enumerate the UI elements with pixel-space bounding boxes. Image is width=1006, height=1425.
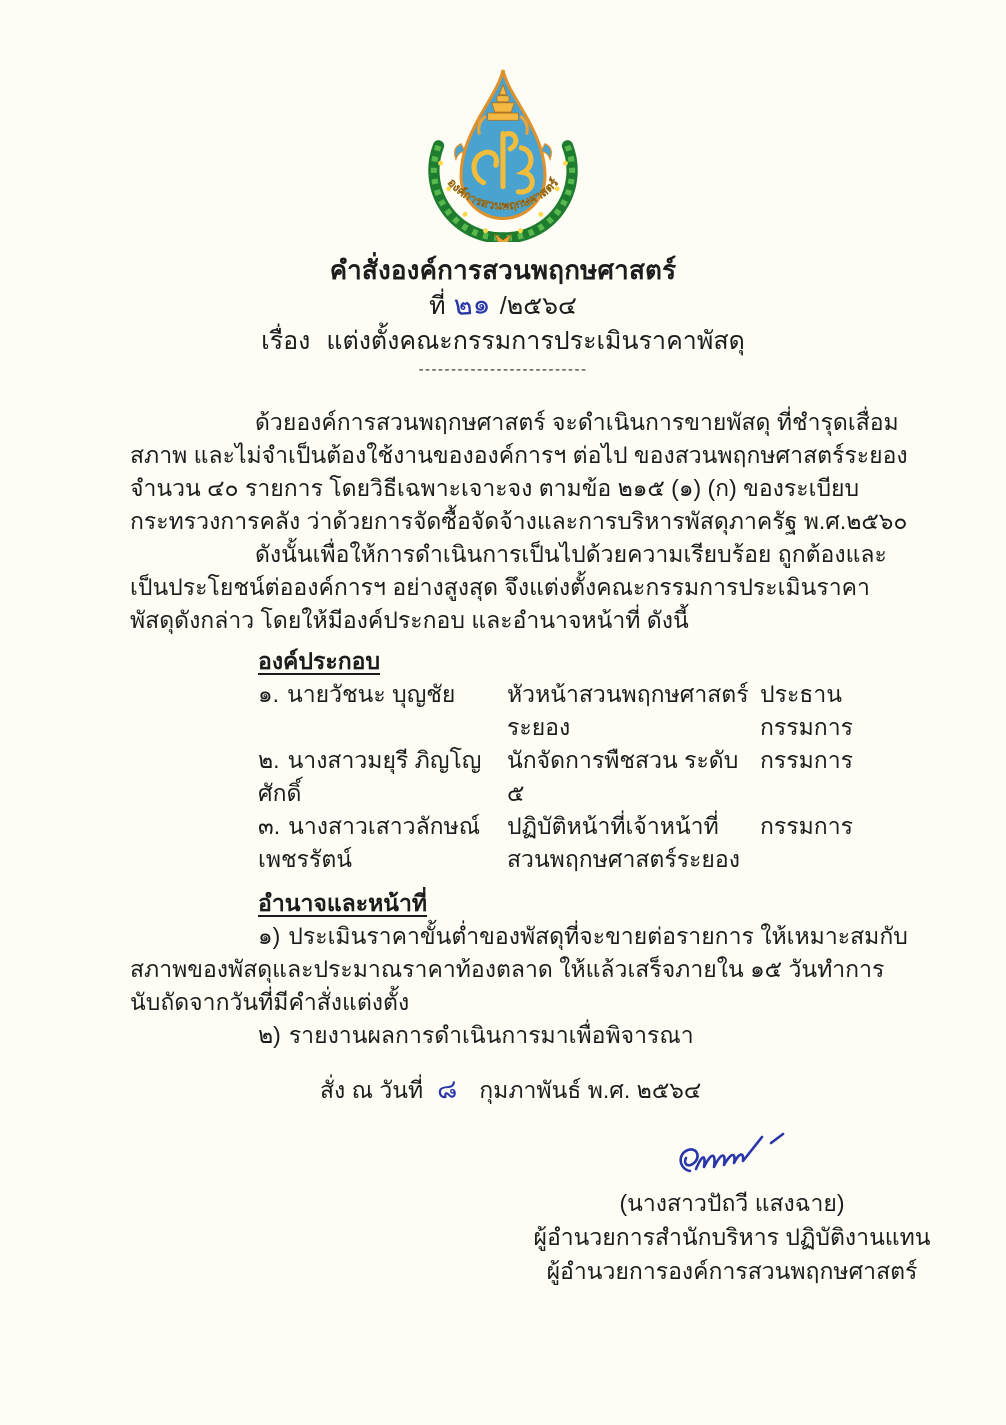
- number-prefix: ที่: [429, 292, 446, 320]
- document-body: [130, 406, 931, 1288]
- member-name-cell: [258, 744, 507, 810]
- signature-block: [502, 1123, 962, 1288]
- document-number-line: [0, 287, 1006, 324]
- handwritten-day: ๘: [436, 1073, 459, 1105]
- intro-paragraph-2: ดังนั้นเพื่อให้การดำเนินการเป็นไปด้วยความเรียบร้อย ถูกต้องและเป็นประโยชน์ต่อองค์การฯ อย่างสูงสุด จึงแต่งตั้งคณะกรรมการประเมินราคาพัสดุดังกล่าว โดยให้มีองค์ประกอบ และอำนาจหน้าที่ ดังนี้: [130, 541, 887, 633]
- subject-label: เรื่อง: [261, 327, 311, 355]
- member-name-cell: [258, 678, 507, 744]
- seal-arc-text: องค์การสวนพฤกษศาสตร์: [444, 176, 562, 213]
- composition-heading: องค์ประกอบ: [258, 648, 381, 674]
- member-role-cell: [507, 810, 760, 876]
- document-subject-line: [0, 324, 1006, 358]
- member-name: นางสาวเสาวลักษณ์ เพชรรัตน์: [258, 813, 481, 872]
- member-role-line1: ปฏิบัติหน้าที่เจ้าหน้าที่: [507, 813, 719, 839]
- divider-dashes: --------------------------: [418, 361, 588, 378]
- issuance-date-line: [320, 1072, 908, 1107]
- duty-item: [130, 920, 908, 1019]
- committee-member-row: [258, 744, 908, 810]
- intro-paragraph-1: ด้วยองค์การสวนพฤกษศาสตร์ จะดำเนินการขายพัสดุ ที่ชำรุดเสื่อมสภาพ และไม่จำเป็นต้องใช้งานขององค์การฯ ต่อไป ของสวนพฤกษศาสตร์ระยอง จำนวน ๔๐ รายการ โดยวิธีเฉพาะเจาะจง ตามข้อ ๒๑๕ (๑) (ก) ของระเบียบกระทรวงการคลัง ว่าด้วยการจัดซื้อจัดจ้างและการบริหารพัสดุภาครัฐ พ.ศ.๒๕๖๐: [130, 409, 908, 534]
- organization-seal: [415, 66, 591, 247]
- member-position-cell: กรรมการ: [760, 813, 853, 839]
- member-role-line2: สวนพฤกษศาสตร์ระยอง: [507, 846, 740, 872]
- duty-text: ประเมินราคาขั้นต่ำของพัสดุที่จะขายต่อรายการ ให้เหมาะสมกับสภาพของพัสดุและประมาณราคาท้องตลาด ให้แล้วเสร็จภายใน ๑๕ วันทำการ นับถัดจากวันที่มีคำสั่งแต่งตั้ง: [130, 923, 908, 1015]
- member-position-cell: กรรมการ: [760, 747, 853, 773]
- duty-text: รายงานผลการดำเนินการมาเพื่อพิจารณา: [288, 1022, 694, 1048]
- committee-member-row: [258, 810, 908, 876]
- number-year: /๒๕๖๔: [499, 292, 577, 320]
- member-number: ๑.: [258, 681, 279, 707]
- handwritten-signature-icon: [672, 1123, 822, 1185]
- duties-heading: อำนาจและหน้าที่: [258, 890, 428, 916]
- member-number: ๒.: [258, 747, 280, 773]
- signer-title-line2: ผู้อำนวยการองค์การสวนพฤกษศาสตร์: [546, 1258, 918, 1284]
- issuance-prefix: สั่ง ณ วันที่: [320, 1077, 424, 1103]
- member-number: ๓.: [258, 813, 281, 839]
- member-role-cell: หัวหน้าสวนพฤกษศาสตร์ระยอง: [507, 681, 749, 740]
- member-role-cell: นักจัดการพืชสวน ระดับ ๕: [507, 747, 739, 806]
- committee-member-row: [258, 678, 908, 744]
- member-position-cell: ประธานกรรมการ: [760, 681, 853, 740]
- signer-name: (นางสาวปัถวี แสงฉาย): [619, 1190, 845, 1216]
- document-title: คำสั่งองค์การสวนพฤกษศาสตร์: [329, 255, 677, 285]
- duty-item: [130, 1019, 908, 1052]
- document-header: [0, 253, 1006, 380]
- duty-number: ๑): [258, 923, 281, 949]
- member-name: นายวัชนะ บุญชัย: [287, 681, 456, 707]
- member-name: นางสาวมยุรี ภิญโญศักดิ์: [258, 747, 482, 806]
- organization-seal-icon: [415, 66, 591, 242]
- signer-title-line1: ผู้อำนวยการสำนักบริหาร ปฏิบัติงานแทน: [533, 1224, 931, 1250]
- member-name-cell: [258, 810, 507, 876]
- subject-text: แต่งตั้งคณะกรรมการประเมินราคาพัสดุ: [326, 327, 745, 355]
- duty-number: ๒): [258, 1022, 281, 1048]
- issuance-rest: กุมภาพันธ์ พ.ศ. ๒๕๖๔: [479, 1077, 702, 1103]
- handwritten-document-number: ๒๑: [452, 287, 491, 322]
